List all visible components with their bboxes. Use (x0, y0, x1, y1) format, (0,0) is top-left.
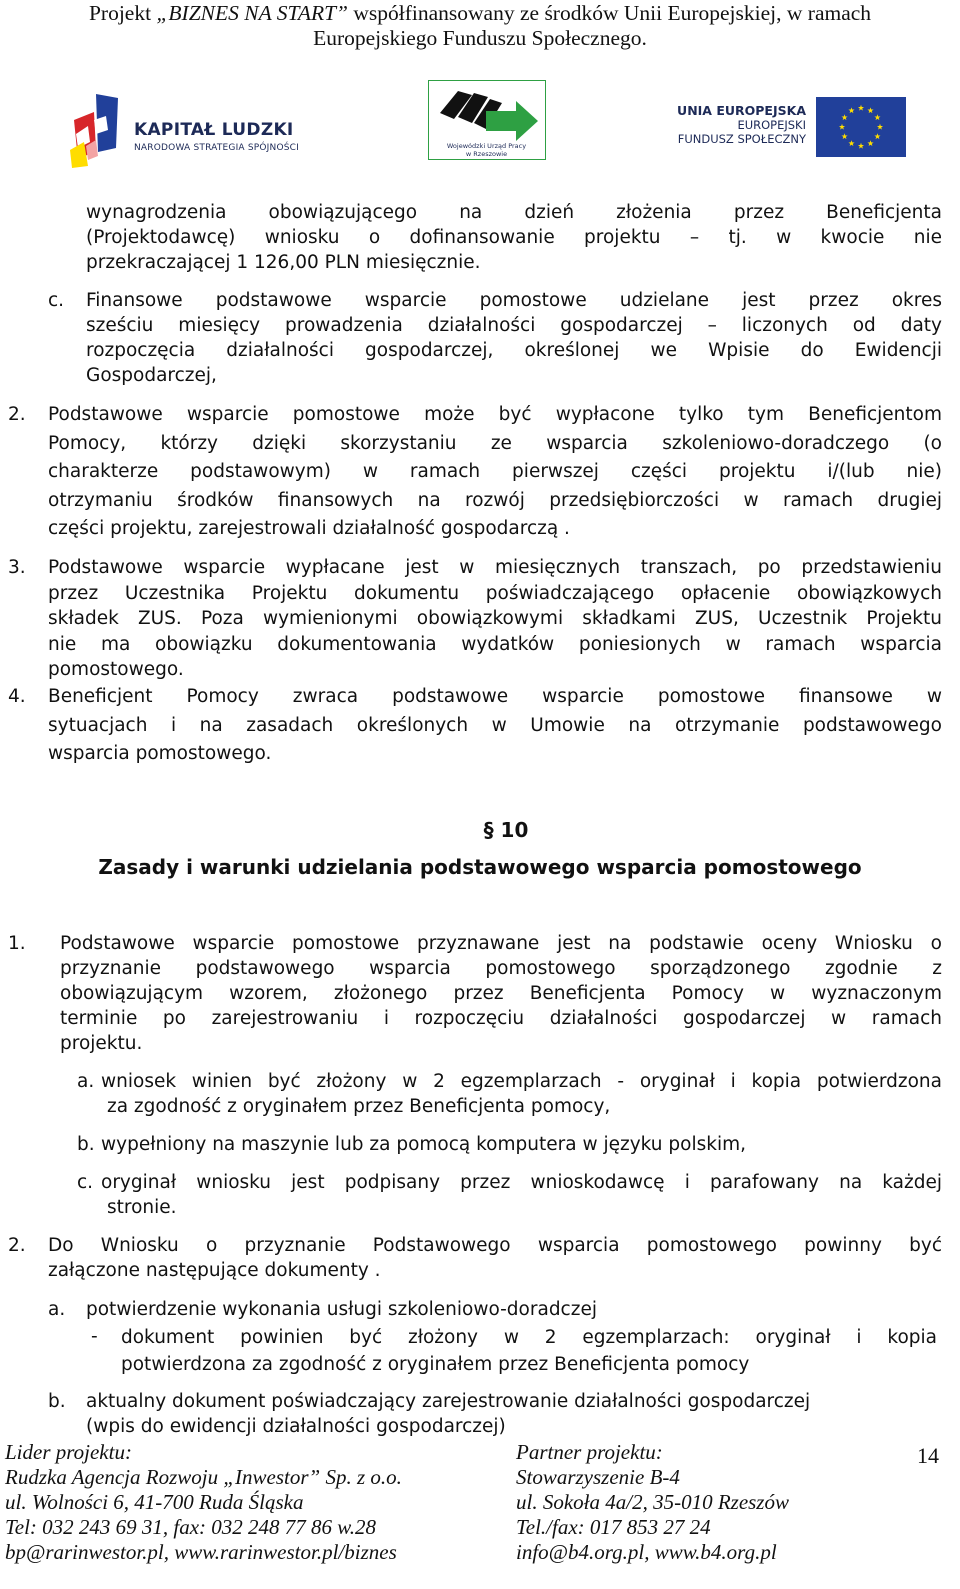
text-line: Pomocy, którzy dzięki skorzystaniu ze wsparcia szkoleniowo-doradczego (o (48, 432, 942, 454)
paragraph-s1b (101, 1132, 942, 1157)
text-line: wypełniony na maszynie lub za pomocą komputera w języku polskim, (101, 1134, 746, 1155)
list-marker-s2a: a. (48, 1299, 66, 1320)
paragraph-s2 (48, 1233, 942, 1283)
paragraph-s1c (101, 1170, 942, 1220)
footer-right-line: Partner projektu: (516, 1440, 663, 1464)
eu-efs-logo (670, 96, 910, 158)
list-marker-s2b: b. (48, 1391, 66, 1412)
footer-right-line: info@b4.org.pl, www.b4.org.pl (516, 1540, 777, 1564)
text-line: charakterze podstawowym) w ramach pierwszej części projektu i/(lub nie) (48, 461, 942, 482)
section-title: Zasady i warunki udzielania podstawowego wsparcia pomostowego (98, 855, 862, 879)
text-line: projektu. (60, 1033, 143, 1054)
text-line: Gospodarczej, (86, 365, 217, 386)
text-line: potwierdzenie wykonania usługi szkoleniowo-doradczej (86, 1299, 597, 1320)
text-line: obowiązującym wzorem, złożonego przez Beneficjenta Pomocy w wyznaczonym (60, 983, 942, 1004)
footer-left-line: ul. Wolności 6, 41-700 Ruda Śląska (5, 1490, 304, 1514)
eu-logo-text (670, 104, 806, 146)
paragraph-item-2 (48, 401, 942, 544)
text-line: wniosek winien być złożony w 2 egzemplarzach - oryginał i kopia potwierdzona (101, 1071, 942, 1092)
eu-line-1: UNIA EUROPEJSKA (677, 103, 806, 118)
kapital-ludzki-logo (66, 90, 306, 170)
text-line: rozpoczęcia działalności gospodarczej, określonej we Wpisie do Ewidencji (86, 340, 942, 361)
text-line: (wpis do ewidencji działalności gospodarczej) (86, 1416, 506, 1437)
text-line: aktualny dokument poświadczający zarejestrowanie działalności gospodarczej (86, 1391, 811, 1412)
paragraph-item-4 (48, 683, 942, 769)
list-marker-s1b: b. (77, 1134, 95, 1155)
header-line-1 (0, 0, 960, 26)
paragraph-s2a-sub (121, 1324, 937, 1378)
header-line-2: Europejskiego Funduszu Społecznego. (313, 26, 647, 50)
paragraph-item-3 (48, 555, 942, 683)
text-line: wsparcia pomostowego. (48, 743, 272, 764)
list-marker-2: 2. (8, 404, 26, 425)
text-line: (Projektodawcę) wniosku o dofinansowanie projektu – tj. w kwocie nie (86, 227, 942, 248)
paragraph-s1a (101, 1069, 942, 1119)
text-line: sześciu miesięcy prowadzenia działalności gospodarczej – liczonych od daty (86, 315, 942, 336)
text-line: dokument powinien być złożony w 2 egzemplarzach: oryginał i kopia (121, 1327, 937, 1348)
dash-marker: - (91, 1326, 98, 1347)
list-marker-3: 3. (8, 557, 26, 578)
text-line: stronie. (107, 1197, 177, 1218)
list-marker-4: 4. (8, 686, 26, 707)
wup-logo (428, 80, 546, 160)
wup-caption-1: Wojewódzki Urząd Pracy (446, 142, 527, 150)
header-suffix: współfinansowany ze środków Unii Europejskiej, w ramach (348, 1, 872, 25)
text-line: Podstawowe wsparcie pomostowe może być wypłacone tylko tym Beneficjentom (48, 404, 942, 425)
list-marker-s1a: a. (77, 1071, 95, 1092)
section-number: § 10 (483, 818, 529, 842)
list-marker-s1: 1. (8, 933, 26, 954)
eu-line-3: FUNDUSZ SPOŁECZNY (677, 132, 806, 146)
kapital-ludzki-emblem-icon (66, 90, 122, 170)
text-line: Do Wniosku o przyznanie Podstawowego wsparcia pomostowego powinny być (48, 1235, 942, 1256)
paragraph-s1 (60, 931, 942, 1056)
wup-caption-2: w Rzeszowie (465, 150, 508, 158)
text-line: składek ZUS. Poza wymienionymi obowiązkowymi składkami ZUS, Uczestnik Projektu (48, 608, 942, 629)
text-line: Podstawowe wsparcie pomostowe przyznawane jest na podstawie oceny Wniosku o (60, 933, 942, 954)
text-line: Podstawowe wsparcie wypłacane jest w miesięcznych transzach, po przedstawieniu (48, 557, 942, 578)
text-line: Finansowe podstawowe wsparcie pomostowe udzielane jest przez okres (86, 290, 942, 311)
text-line: potwierdzona za zgodność z oryginałem przez Beneficjenta pomocy (121, 1354, 750, 1375)
kapital-ludzki-title: KAPITAŁ LUDZKI (134, 120, 294, 140)
text-line: przekraczającej 1 126,00 PLN miesięcznie. (86, 252, 481, 273)
kapital-ludzki-subtitle: NARODOWA STRATEGIA SPÓJNOŚCI (134, 143, 299, 153)
footer-left-line: Lider projektu: (5, 1440, 132, 1464)
text-line: części projektu, zarejestrowali działalność gospodarczą . (48, 518, 570, 539)
list-marker-s2: 2. (8, 1235, 26, 1256)
paragraph-s2a (86, 1297, 942, 1322)
list-marker-c: c. (48, 290, 65, 311)
footer-right-line: Stowarzyszenie B-4 (516, 1465, 680, 1489)
wup-arrow-icon (430, 83, 544, 145)
text-line: wynagrodzenia obowiązującego na dzień złożenia przez Beneficjenta (86, 202, 942, 223)
text-line: terminie po zarejestrowaniu i rozpoczęciu działalności gospodarczej w ramach (60, 1008, 942, 1029)
footer-left-line: bp@rarinwestor.pl, www.rarinwestor.pl/biznes (5, 1540, 397, 1564)
text-line: otrzymaniu środków finansowych na rozwój przedsiębiorczości w ramach drugiej (48, 489, 942, 511)
list-marker-s1c: c. (77, 1172, 94, 1193)
footer-right-line: ul. Sokoła 4a/2, 35-010 Rzeszów (516, 1490, 789, 1514)
text-line: załączone następujące dokumenty . (48, 1260, 381, 1281)
text-line: oryginał wniosku jest podpisany przez wnioskodawcę i parafowany na każdej (101, 1172, 942, 1193)
text-line: przyznanie podstawowego wsparcia pomostowego sporządzonego zgodnie z (60, 958, 942, 979)
text-line: Beneficjent Pomocy zwraca podstawowe wsparcie pomostowe finansowe w (48, 686, 942, 707)
text-line: nie ma obowiązku dokumentowania wydatków poniesionych w ramach wsparcia (48, 633, 942, 655)
text-line: za zgodność z oryginałem przez Beneficjenta pomocy, (107, 1096, 611, 1117)
footer-left-line: Tel: 032 243 69 31, fax: 032 248 77 86 w.28 (5, 1515, 376, 1539)
page-number: 14 (917, 1443, 939, 1468)
text-line: pomostowego. (48, 659, 184, 680)
eu-flag-icon (816, 97, 906, 157)
footer-left-line: Rudzka Agencja Rozwoju „Inwestor” Sp. z o.o. (5, 1465, 402, 1489)
text-line: przez Uczestnika Projektu dokumentu poświadczającego opłacenie obowiązkowych (48, 582, 942, 604)
footer-left (5, 1440, 402, 1565)
paragraph-c (86, 288, 942, 388)
eu-line-2: EUROPEJSKI (737, 118, 806, 132)
footer-right (516, 1440, 789, 1565)
paragraph-s2b (86, 1389, 942, 1439)
paragraph-continuation (86, 200, 942, 275)
footer-right-line: Tel./fax: 017 853 27 24 (516, 1515, 711, 1539)
project-name: „BIZNES NA START” (156, 1, 348, 25)
text-line: sytuacjach i na zasadach określonych w Umowie na otrzymanie podstawowego (48, 714, 942, 736)
header-prefix: Projekt (88, 1, 157, 25)
